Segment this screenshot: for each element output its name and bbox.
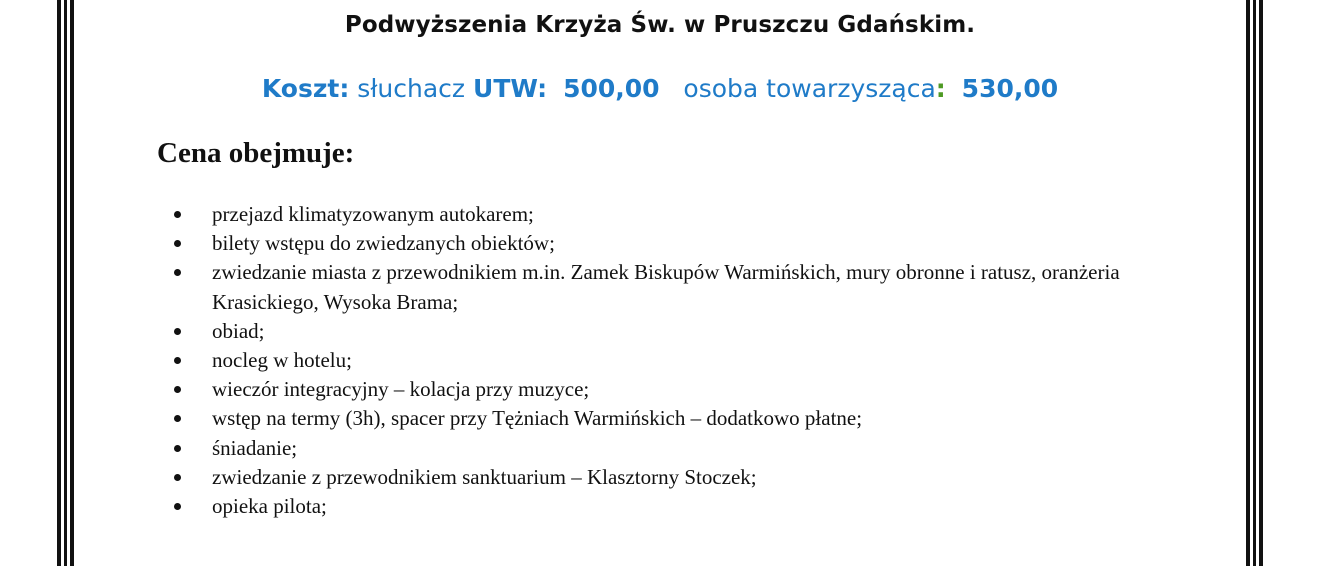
- includes-item-text: zwiedzanie z przewodnikiem sanktuarium – Klasztorny Stoczek;: [212, 464, 757, 489]
- includes-list-item: [172, 492, 1132, 521]
- bullet-icon: [174, 357, 181, 364]
- participant-label: słuchacz: [357, 74, 466, 103]
- includes-item-text: obiad;: [212, 318, 265, 343]
- includes-item-text: opieka pilota;: [212, 494, 327, 519]
- cost-line: [0, 74, 1320, 103]
- includes-item-text: nocleg w hotelu;: [212, 348, 352, 373]
- includes-list-item: [172, 317, 1132, 346]
- includes-item-text: śniadanie;: [212, 435, 298, 460]
- includes-item-text: bilety wstępu do zwiedzanych obiektów;: [212, 231, 555, 256]
- bullet-icon: [174, 474, 181, 481]
- includes-list-item: [172, 375, 1132, 404]
- includes-list-item: [172, 258, 1132, 316]
- cost-label: Koszt:: [261, 74, 350, 103]
- bullet-icon: [174, 240, 181, 247]
- includes-item-text: zwiedzanie miasta z przewodnikiem m.in. Zamek Biskupów Warmińskich, mury obronne i ratusz, oranżeria Krasickiego, Wysoka Brama;: [212, 260, 1120, 314]
- includes-item-text: wieczór integracyjny – kolacja przy muzyce;: [212, 377, 590, 402]
- includes-list-item: [172, 229, 1132, 258]
- companion-price: 530,00: [961, 74, 1059, 103]
- bullet-icon: [174, 328, 181, 335]
- participant-price: 500,00: [563, 74, 660, 103]
- bullet-icon: [174, 386, 181, 393]
- church-location-line: Podwyższenia Krzyża Św. w Pruszczu Gdańskim.: [344, 12, 976, 38]
- bullet-icon: [174, 445, 181, 452]
- includes-item-text: wstęp na termy (3h), spacer przy Tężniach Warmińskich – dodatkowo płatne;: [212, 406, 863, 431]
- includes-list: [172, 200, 1132, 521]
- companion-label: osoba towarzysząca: [683, 74, 936, 103]
- includes-list-item: [172, 463, 1132, 492]
- includes-item-text: przejazd klimatyzowanym autokarem;: [212, 202, 534, 226]
- bullet-icon: [174, 211, 181, 218]
- includes-list-item: [172, 404, 1132, 433]
- bullet-icon: [174, 269, 181, 276]
- includes-heading: Cena obejmuje:: [157, 137, 355, 169]
- participant-label-bold: UTW:: [473, 74, 548, 103]
- bullet-icon: [174, 503, 181, 510]
- bullet-icon: [174, 415, 181, 422]
- includes-list-item: [172, 346, 1132, 375]
- includes-list-item: [172, 200, 1132, 229]
- companion-colon: :: [935, 74, 946, 103]
- includes-list-item: [172, 434, 1132, 463]
